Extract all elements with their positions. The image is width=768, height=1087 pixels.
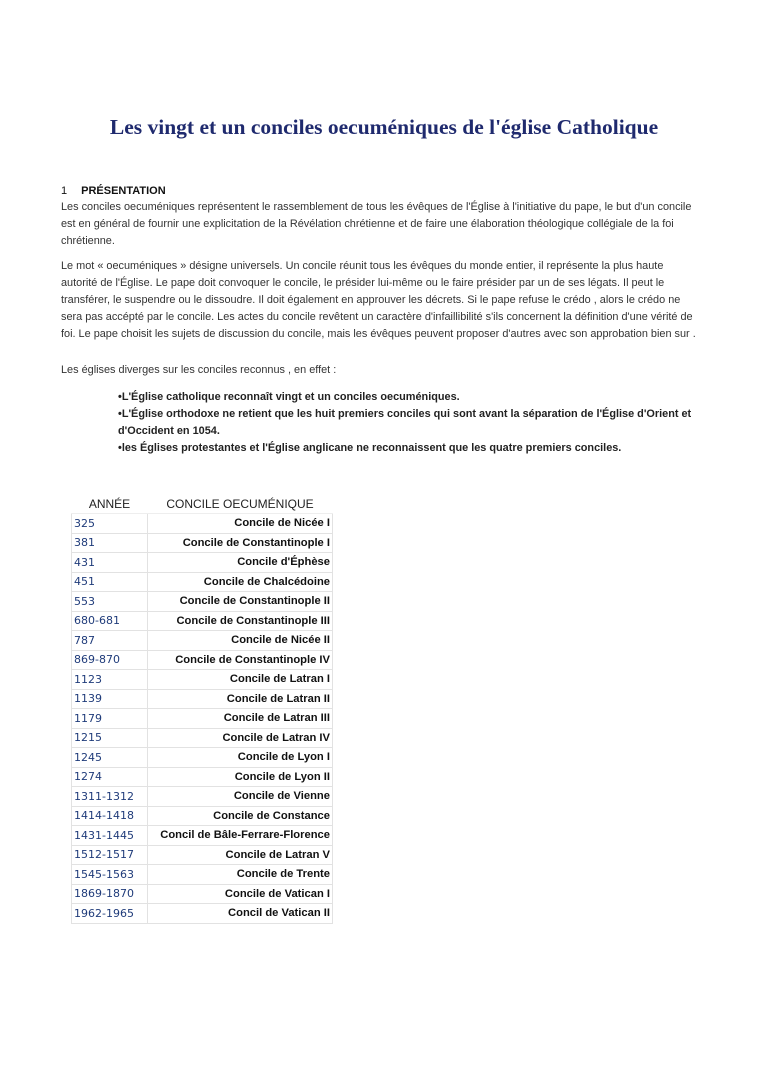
- bullet-list: [118, 389, 698, 457]
- year-cell: 1245: [72, 748, 148, 768]
- year-cell: 553: [72, 592, 148, 612]
- council-cell: Concil de Bâle-Ferrare-Florence: [148, 826, 333, 846]
- year-cell: 1215: [72, 728, 148, 748]
- council-cell: Concile de Constantinople III: [148, 611, 333, 631]
- council-cell: Concile de Latran IV: [148, 728, 333, 748]
- section-number: 1: [61, 185, 68, 197]
- year-cell: 1139: [72, 689, 148, 709]
- council-cell: Concile de Vatican I: [148, 884, 333, 904]
- column-header-council: CONCILE OECUMÉNIQUE: [148, 495, 333, 514]
- bullet-item: •les Églises protestantes et l'Église anglicane ne reconnaissent que les quatre premiers conciles.: [118, 442, 622, 454]
- year-cell: 431: [72, 553, 148, 573]
- table-row: [72, 611, 333, 631]
- council-cell: Concile de Latran III: [148, 709, 333, 729]
- year-cell: 1512-1517: [72, 845, 148, 865]
- council-cell: Concile de Latran I: [148, 670, 333, 690]
- year-cell: 451: [72, 572, 148, 592]
- council-cell: Concile de Nicée I: [148, 514, 333, 534]
- table-row: [72, 553, 333, 573]
- council-cell: Concil de Vatican II: [148, 904, 333, 924]
- bullet-item: •L'Église orthodoxe ne retient que les huit premiers conciles qui sont avant la séparation de l'Église d'Orient et d'Occident en 1054.: [118, 408, 692, 437]
- table-row: [72, 904, 333, 924]
- year-cell: 1962-1965: [72, 904, 148, 924]
- council-cell: Concile de Lyon II: [148, 767, 333, 787]
- year-cell: 1274: [72, 767, 148, 787]
- table-row: [72, 514, 333, 534]
- table-row: [72, 533, 333, 553]
- year-cell: 1545-1563: [72, 865, 148, 885]
- section-title: PRÉSENTATION: [81, 185, 166, 197]
- table-row: [72, 826, 333, 846]
- council-cell: Concile de Constantinople I: [148, 533, 333, 553]
- table-row: [72, 592, 333, 612]
- council-cell: Concile de Constantinople IV: [148, 650, 333, 670]
- year-cell: 869-870: [72, 650, 148, 670]
- council-cell: Concile de Chalcédoine: [148, 572, 333, 592]
- table-row: [72, 865, 333, 885]
- year-cell: 1431-1445: [72, 826, 148, 846]
- year-cell: 381: [72, 533, 148, 553]
- council-cell: Concile de Vienne: [148, 787, 333, 807]
- council-cell: Concile de Constance: [148, 806, 333, 826]
- table-row: [72, 728, 333, 748]
- year-cell: 1179: [72, 709, 148, 729]
- paragraph-definition: Le mot « oecuméniques » désigne universels. Un concile réunit tous les évêques du monde entier, il représente la plus haute autorité de l'Église. Le pape doit convoquer le concile, le présider lui-même ou le faire présider par un de ses légats. Il peut le transférer, le suspendre ou le dissoudre. Il doit également en approuver les décrets. Si le pape refuse le crédo , alors le crédo ne sera pas accépté par le concile. Les actes du concile revêtent un caractère d'infaillibilité s'ils concernent la définition d'une vérité de foi. Le pape choisit les sujets de discussion du concile, mais les évêques peuvent proposer d'autres avec son approbation bien sur .: [61, 260, 696, 340]
- table-row: [72, 631, 333, 651]
- council-cell: Concile de Constantinople II: [148, 592, 333, 612]
- council-cell: Concile d'Éphèse: [148, 553, 333, 573]
- year-cell: 1414-1418: [72, 806, 148, 826]
- council-cell: Concile de Lyon I: [148, 748, 333, 768]
- year-cell: 1123: [72, 670, 148, 690]
- paragraph-churches: Les églises diverges sur les conciles reconnus , en effet :: [61, 364, 337, 376]
- section-heading: [61, 185, 166, 197]
- table-row: [72, 689, 333, 709]
- table-row: [72, 670, 333, 690]
- table-row: [72, 650, 333, 670]
- table-row: [72, 767, 333, 787]
- table-row: [72, 806, 333, 826]
- document-title: Les vingt et un conciles oecuméniques de l'église Catholique: [109, 115, 659, 139]
- council-cell: Concile de Trente: [148, 865, 333, 885]
- year-cell: 680-681: [72, 611, 148, 631]
- table-row: [72, 709, 333, 729]
- table-row: [72, 748, 333, 768]
- year-cell: 1311-1312: [72, 787, 148, 807]
- bullet-item: •L'Église catholique reconnaît vingt et un conciles oecuméniques.: [118, 391, 460, 403]
- paragraph-intro: Les conciles oecuméniques représentent le rassemblement de tous les évêques de l'Église à l'initiative du pape, le but d'un concile est en général de fournir une explicitation de la Révélation chrétienne et de faire une élaboration théologique collégiale de la foi chrétienne.: [61, 201, 692, 247]
- table-row: [72, 845, 333, 865]
- council-cell: Concile de Latran II: [148, 689, 333, 709]
- column-header-year: ANNÉE: [72, 495, 148, 514]
- council-cell: Concile de Latran V: [148, 845, 333, 865]
- year-cell: 787: [72, 631, 148, 651]
- table-row: [72, 884, 333, 904]
- table-header-row: [72, 495, 333, 514]
- council-cell: Concile de Nicée II: [148, 631, 333, 651]
- table-row: [72, 787, 333, 807]
- table-row: [72, 572, 333, 592]
- year-cell: 1869-1870: [72, 884, 148, 904]
- year-cell: 325: [72, 514, 148, 534]
- councils-table: [71, 495, 333, 924]
